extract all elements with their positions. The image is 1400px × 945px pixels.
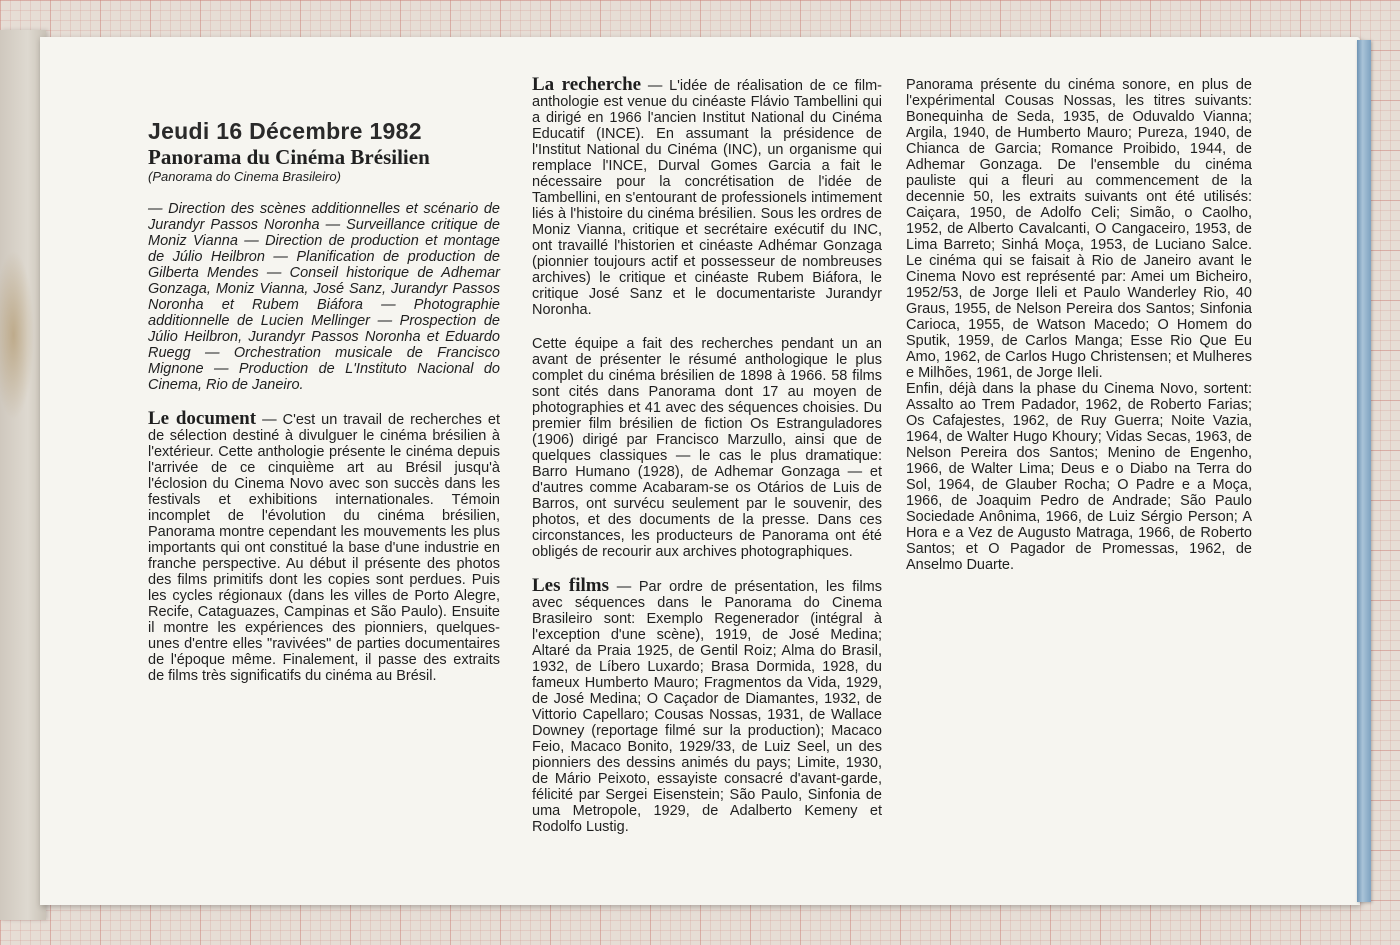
credits-text: — Direction des scènes additionnelles et scénario de Jurandyr Passos Noronha — Surveillance critique de Moniz Vianna — Direction de production et montage de Júlio Heilbron — Planification de production de Gilberta Mendes — Conseil historique de Adhemar Gonzaga, Moniz Vianna, José Sanz, Jurandyr Passos Noronha et Rubem Biáfora — Photographie additionnelle de Lucien Mellinger — Prospection de Júlio Heilbron, Jurandyr Passos Noronha et Eduardo Ruegg — Orchestration musicale de Francisco Mignone — Production de L'Instituto Nacional do Cinema, Rio de Janeiro.	[148, 201, 500, 393]
section-heading-recherche: La recherche	[532, 74, 642, 95]
section-recherche	[532, 74, 882, 318]
section-body-document: — C'est un travail de recherches et de sélection destiné à divulguer le cinéma brésilien à l'extérieur. Cette anthologie présente le cinéma depuis l'arrivée de ce cinquième art au Brésil jusqu'à l'éclosion du Cinema Novo avec son succès dans les festivals et exhibitions internationales. Témoin incomplet de l'évolution du cinéma brésilien, Panorama montre cependant les mouvements les plus importants qui ont constitué la base d'une industrie en franche perspective. Au début il présente des photos des films primitifs dont les copies sont perdues. Puis les cycles régionaux (dans les villes de Porto Alegre, Recife, Cataguazes, Campinas et São Paulo). Ensuite il montre les expériences des pionniers, quelques-unes d'entre elles "ravivées" de parties documentaires de l'époque même. Finalement, il passe des extraits de films très significatifs du cinéma au Brésil.	[148, 412, 500, 684]
column-right	[906, 77, 1252, 573]
booklet-cover-edge	[1357, 40, 1371, 902]
film-title: Panorama du Cinéma Brésilien	[148, 145, 430, 169]
section-body-recherche-2: Cette équipe a fait des recherches pendant un an avant de présenter le résumé anthologique le plus complet du cinéma brésilien de 1898 à 1966. 58 films sont cités dans Panorama dont 17 au moyen de photographies et 41 avec des séquences choisies. Du premier film brésilien de fiction Os Estranguladores (1906) dirigé par Francisco Marzullo, ainsi que de quelques classiques — le cas le plus dramatique: Barro Humano (1928), de Adhemar Gonzaga — et d'autres comme Acabaram-se os Otários de Luis de Barros, ont survécu seulement par le souvenir, des photos, et des documents de la presse. Dans ces circonstances, les producteurs de Panorama ont été obligés de recourir aux archives photographiques.	[532, 336, 882, 560]
film-subtitle: (Panorama do Cinema Brasileiro)	[148, 169, 341, 184]
section-body-films: — Par ordre de présentation, les films avec séquences dans le Panorama do Cinema Brasileiro sont: Exemplo Regenerador (intégral à l'exception d'une scène), 1919, de José Medina; Altaré da Praia 1925, de Gentil Roiz; Alma do Brasil, 1932, de Líbero Luxardo; Brasa Dormida, 1928, du fameux Humberto Mauro; Fragmentos da Vida, 1929, de José Medina; O Caçador de Diamantes, 1932, de Vittorio Capellaro; Cousas Nossas, 1931, de Wallace Downey (reportage filmé sur la production); Macaco Feio, Macaco Bonito, 1929/33, de Luiz Seel, un des pionniers des dessins animés du pays; Limite, 1930, de Mário Peixoto, essayiste consacré d'avant-garde, félicité par Sergei Eisenstein; São Paulo, Sinfonia de uma Metropole, 1929, de Adalberto Kemeny et Rodolfo Lustig.	[532, 579, 883, 835]
section-document	[148, 408, 500, 684]
section-heading-document: Le document	[148, 408, 257, 429]
paragraph-sonore: Panorama présente du cinéma sonore, en plus de l'expérimental Cousas Nossas, les titres suivants: Bonequinha de Seda, 1935, de Oduvaldo Vianna; Argila, 1940, de Humberto Mauro; Pureza, 1940, de Chianca de Garcia; Romance Proibido, 1944, de Adhemar Gonzaga. De l'ensemble du cinéma pauliste qui a fleuri au commencement de la decennie 50, les extraits suivants ont été utilisés: Caiçara, 1950, de Adolfo Celi; Simão, o Caolho, 1952, de Alberto Cavalcanti, O Cangaceiro, 1953, de Lima Barreto; Sinhá Moça, 1953, de Luciano Salce. Le cinéma qui se faisait à Rio de Janeiro avant le Cinema Novo est représenté par: Amei um Bicheiro, 1952/53, de Jorge Ileli et Paulo Wanderley Rio, 40 Graus, 1955, de Nelson Pereira dos Santos; Sinfonia Carioca, 1955, de Watson Macedo; O Homem do Sputik, 1959, de Carlos Manga; Esse Rio Que Eu Amo, 1962, de Carlos Hugo Christensen; et Mulheres e Milhões, 1961, de Jorge Ileli.	[906, 77, 1252, 381]
section-heading-films: Les films	[532, 575, 610, 596]
column-middle	[532, 74, 883, 853]
paper-stain	[0, 250, 34, 420]
paragraph-cinema-novo: Enfin, déjà dans la phase du Cinema Novo, sortent: Assalto ao Trem Padador, 1962, de Roberto Farias; Os Cafajestes, 1962, de Ruy Guerra; Noite Vazia, 1964, de Walter Hugo Khoury; Vidas Secas, 1963, de Nelson Pereira dos Santos; Menino de Engenho, 1966, de Walter Lima; Deus e o Diabo na Terra do Sol, 1964, de Glauber Rocha; O Padre e a Moça, 1966, de Joaquim Pedro de Andrade; São Paulo Sociedade Anônima, 1966, de Luiz Sérgio Person; A Hora e a Vez de Augusto Matraga, 1966, de Roberto Santos; et O Pagador de Promessas, 1962, de Anselmo Duarte.	[906, 381, 1252, 573]
section-recherche-2	[532, 336, 882, 560]
section-body-recherche: — L'idée de réalisation de ce film-anthologie est venue du cinéaste Flávio Tambellini qui a dirigé en 1966 l'ancien Institut National du Cinéma Educatif (INCE). En assumant la présidence de l'Institut National du Cinéma (INC), un organisme qui remplace l'INCE, Durval Gomes Garcia a fait le nécessaire pour la concrétisation de l'idée de Tambellini, en s'entourant de professionels intimement liés à l'histoire du cinéma brésilien. Sous les ordres de Moniz Vianna, critique et secrétaire exécutif du INC, ont travaillé l'historien et cinéaste Adhémar Gonzaga (pionnier toujours actif et possesseur de nombreuses archives) le critique et cinéaste Rubem Biáfora, le critique José Sanz et le documentariste Jurandyr Noronha.	[532, 78, 882, 318]
column-left	[148, 118, 500, 702]
section-films	[532, 575, 883, 835]
event-date: Jeudi 16 Décembre 1982	[148, 118, 422, 144]
